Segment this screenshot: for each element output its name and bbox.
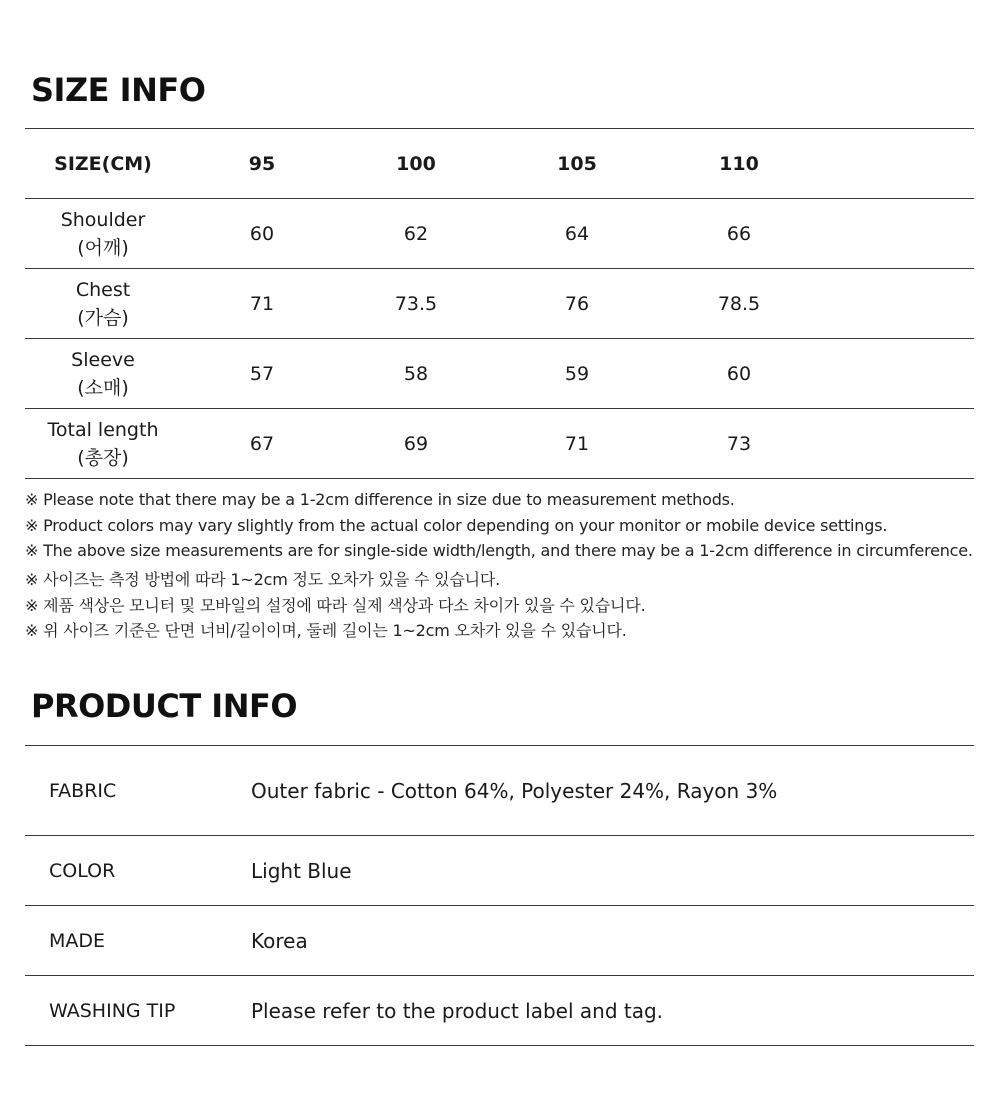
product-info-title: PRODUCT INFO (31, 687, 298, 725)
info-label: WASHING TIP (49, 999, 176, 1022)
row-label (71, 339, 135, 408)
row-label-kr: (소매) (77, 376, 129, 399)
table-cell: 64 (564, 222, 590, 245)
row-label-kr: (총장) (77, 446, 129, 469)
table-cell: 57 (249, 362, 275, 385)
row-label-en: Total length (47, 418, 159, 441)
info-label: FABRIC (49, 779, 117, 802)
info-value: Please refer to the product label and tag. (251, 998, 664, 1023)
info-label: COLOR (49, 859, 116, 882)
table-cell: 67 (249, 432, 275, 455)
table-row-shoulder (25, 199, 974, 268)
row-label (76, 269, 130, 338)
table-cell: 69 (403, 432, 429, 455)
row-label-kr: (어깨) (77, 236, 129, 259)
info-value: Light Blue (251, 858, 352, 883)
info-row-washing-tip (25, 976, 974, 1045)
divider (25, 1045, 974, 1046)
table-cell: 73 (726, 432, 752, 455)
info-row-fabric (25, 746, 974, 835)
size-note: ※ Please note that there may be a 1-2cm difference in size due to measurement methods. (25, 490, 735, 509)
row-label-en: Chest (75, 278, 131, 301)
size-note: ※ Product colors may vary slightly from the actual color depending on your monitor or mobile device settings. (25, 516, 888, 535)
info-value: Korea (251, 928, 308, 953)
header-size-105: 105 (557, 152, 597, 175)
table-cell: 71 (249, 292, 275, 315)
size-table-header (25, 129, 974, 198)
size-note: ※ 제품 색상은 모니터 및 모바일의 설정에 따라 실제 색상과 다소 차이가 있을 수 있습니다. (25, 596, 646, 615)
header-size-95: 95 (248, 152, 276, 175)
row-label-en: Sleeve (71, 348, 135, 371)
table-row-sleeve (25, 339, 974, 408)
size-info-title: SIZE INFO (31, 71, 206, 109)
table-cell: 73.5 (394, 292, 438, 315)
table-cell: 59 (564, 362, 590, 385)
table-cell: 62 (403, 222, 429, 245)
table-cell: 60 (726, 362, 752, 385)
divider (25, 478, 974, 479)
row-label-kr: (가슴) (77, 306, 129, 329)
row-label (48, 409, 159, 478)
table-cell: 66 (726, 222, 752, 245)
size-note: ※ 위 사이즈 기준은 단면 너비/길이이며, 둘레 길이는 1~2cm 오차가 있을 수 있습니다. (25, 621, 627, 640)
info-label: MADE (49, 929, 106, 952)
table-cell: 78.5 (717, 292, 761, 315)
info-row-made (25, 906, 974, 975)
table-cell: 58 (403, 362, 429, 385)
table-row-total-length (25, 409, 974, 478)
table-row-chest (25, 269, 974, 338)
table-cell: 71 (564, 432, 590, 455)
size-note: ※ 사이즈는 측정 방법에 따라 1~2cm 정도 오차가 있을 수 있습니다. (25, 570, 500, 589)
table-cell: 60 (249, 222, 275, 245)
row-label (61, 199, 146, 268)
info-value: Outer fabric - Cotton 64%, Polyester 24%, Rayon 3% (251, 778, 778, 803)
header-size-cm: SIZE(CM) (54, 152, 152, 175)
info-row-color (25, 836, 974, 905)
row-label-en: Shoulder (60, 208, 146, 231)
table-cell: 76 (564, 292, 590, 315)
header-size-110: 110 (719, 152, 759, 175)
header-size-100: 100 (396, 152, 436, 175)
size-note: ※ The above size measurements are for single-side width/length, and there may be a 1-2cm difference in circumference. (25, 541, 973, 560)
